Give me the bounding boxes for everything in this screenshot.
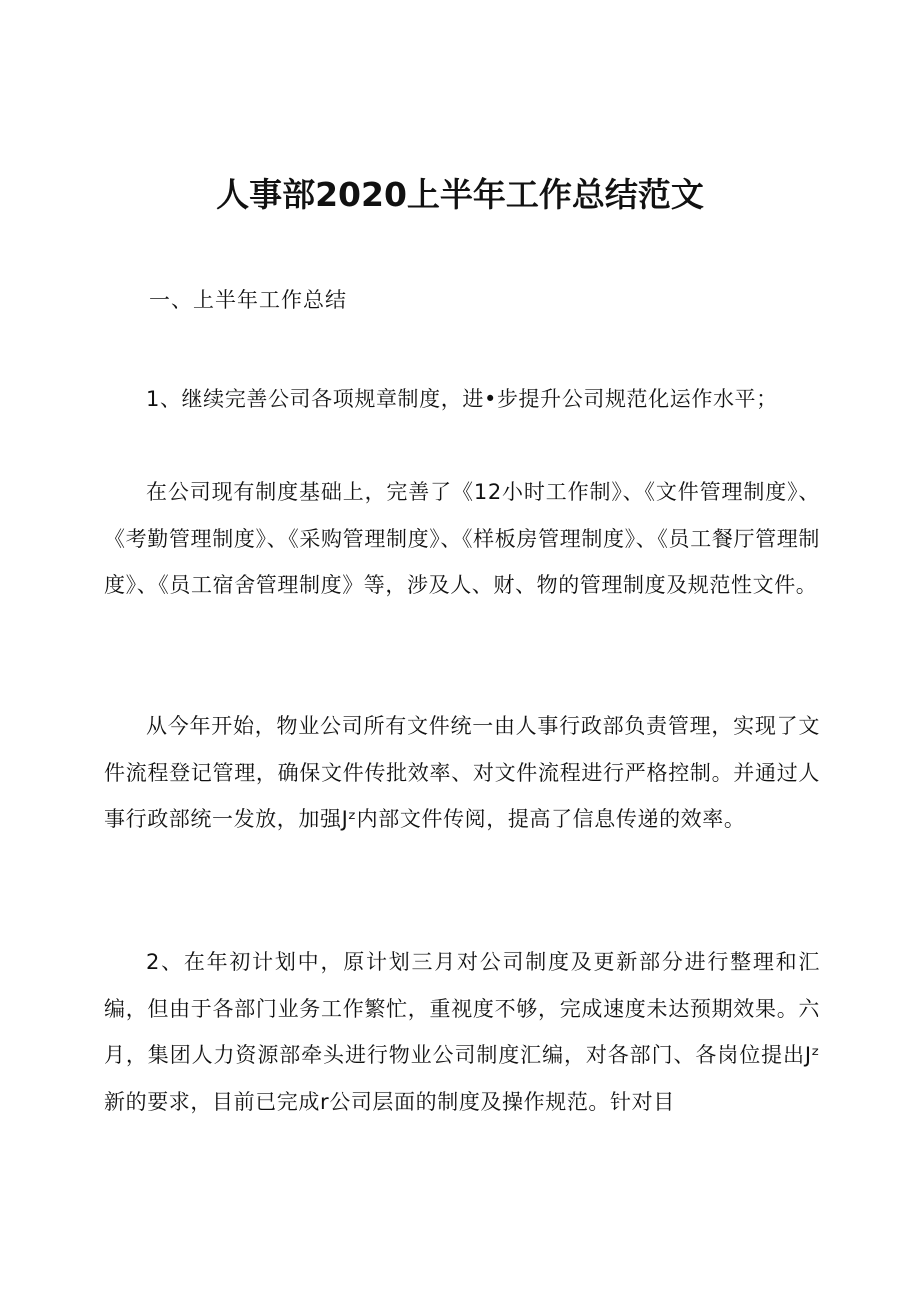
paragraph-4: 2、在年初计划中，原计划三月对公司制度及更新部分进行整理和汇编，但由于各部门业务工作繁忙，重视度不够，完成速度未达预期效果。六月，集团人力资源部牵头进行物业公司制度汇编，对各部门、各岗位提出Jᶻ新的要求，目前已完成r公司层面的制度及操作规范。针对目 [104, 950, 820, 1114]
section-heading: 一、上半年工作总结 [149, 288, 347, 312]
document-title: 人事部2020上半年工作总结范文 [216, 175, 704, 214]
paragraph-1: 1、继续完善公司各项规章制度，进•步提升公司规范化运作水平； [146, 387, 778, 411]
paragraph-2: 在公司现有制度基础上，完善了《12小时工作制》、《文件管理制度》、《考勤管理制度》、《采购管理制度》、《样板房管理制度》、《员工餐厅管理制度》、《员工宿舍管理制度》等，涉及人、财、物的管理制度及规范性文件。 [104, 480, 820, 597]
paragraph-3: 从今年开始，物业公司所有文件统一由人事行政部负责管理，实现了文件流程登记管理，确保文件传批效率、对文件流程进行严格控制。并通过人事行政部统一发放，加强Jᶻ内部文件传阅，提高了信息传递的效率。 [104, 714, 820, 831]
